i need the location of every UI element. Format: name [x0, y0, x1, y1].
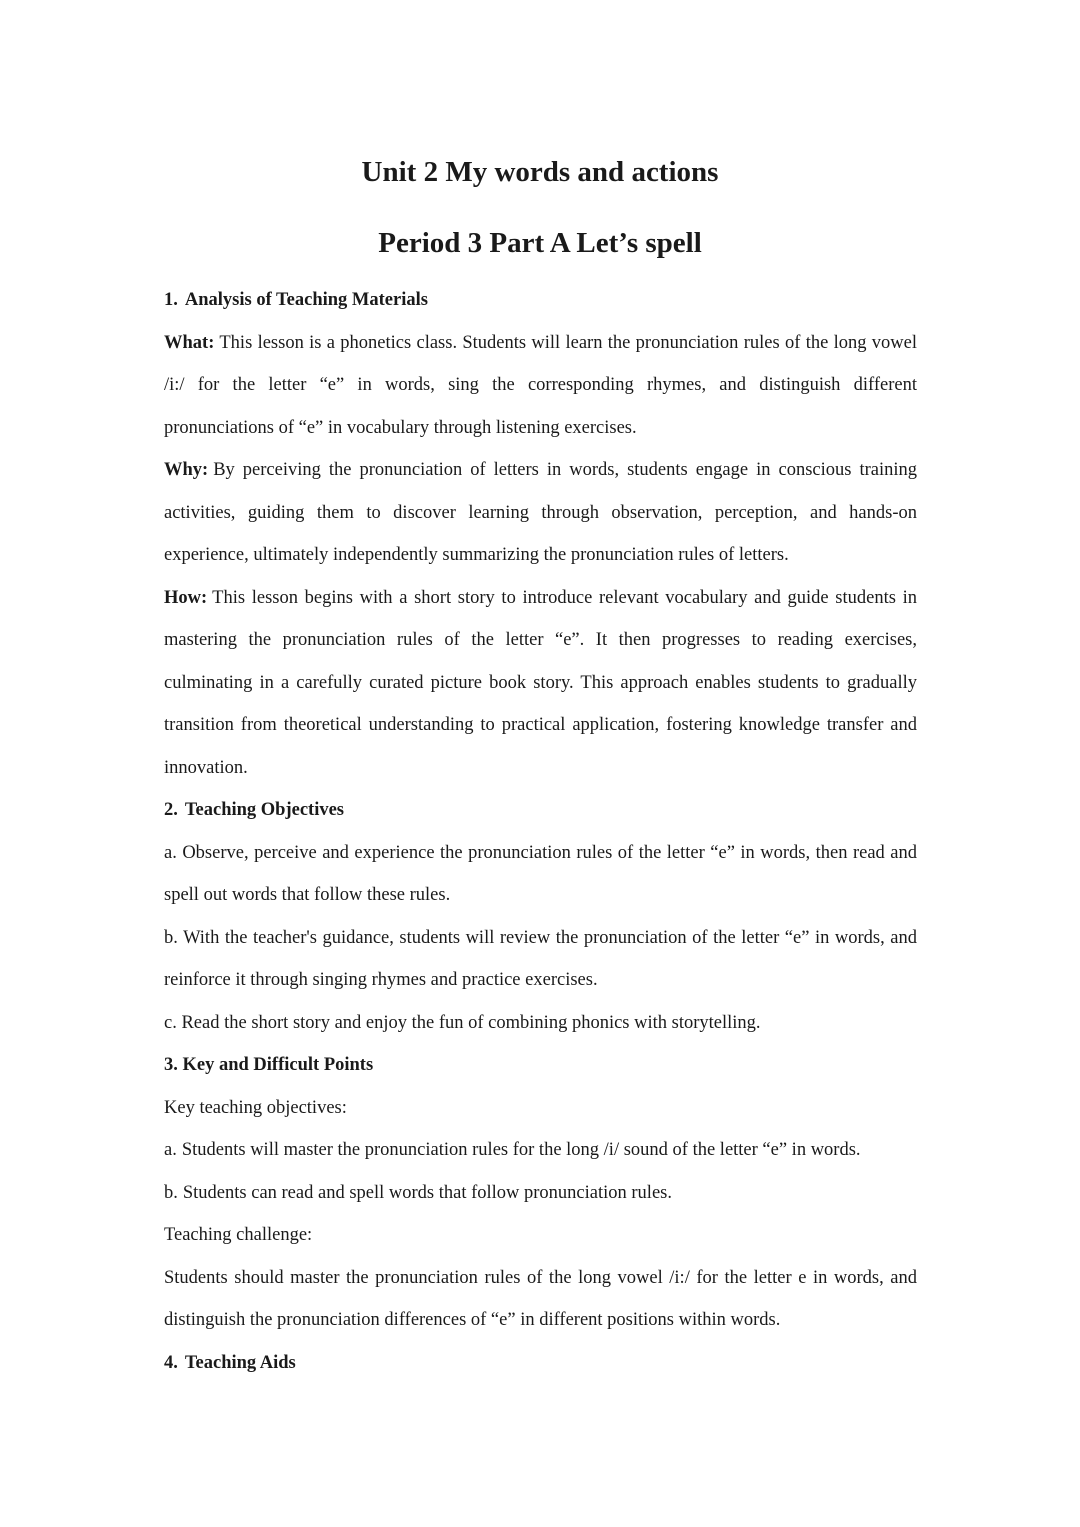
section-4-number: 4.	[164, 1352, 178, 1373]
section-2-number: 2.	[164, 800, 178, 820]
challenge-text: Students should master the pronunciation rules of the long vowel /i:/ for the letter e in words, and distinguish the pronunciation differences of “e” in different positions within words.	[164, 1267, 917, 1330]
key-item-a-marker: a.	[164, 1140, 177, 1160]
section-1-number: 1.	[164, 290, 178, 310]
section-3-heading: 3. Key and Difficult Points	[164, 1055, 374, 1075]
section-2-heading	[164, 789, 917, 832]
what-text: This lesson is a phonetics class. Students will learn the pronunciation rules of the long vowel /i:/ for the letter “e” in words, sing the corresponding rhymes, and distinguish different pronunciations of “e” in vocabulary through listening exercises.	[164, 332, 917, 438]
how-label: How:	[164, 587, 208, 608]
objective-item-c: c. Read the short story and enjoy the fun of combining phonics with storytelling.	[164, 1012, 761, 1033]
key-item-a	[164, 1129, 917, 1172]
unit-title: Unit 2 My words and actions	[361, 156, 719, 188]
section-2-title: Teaching Objectives	[184, 800, 345, 820]
why-paragraph	[164, 449, 917, 577]
document-body	[164, 279, 917, 1384]
section-1-heading	[164, 279, 917, 322]
why-text: By perceiving the pronunciation of letters in words, students engage in conscious training activities, guiding them to discover learning through observation, perception, and hands-on experience, ultimately independently summarizing the pronunciation rules of letters.	[164, 460, 917, 565]
section-4-title: Teaching Aids	[184, 1352, 296, 1373]
what-paragraph	[164, 322, 917, 450]
key-item-a-text: Students will master the pronunciation rules for the long /i/ sound of the letter “e” in words.	[181, 1140, 861, 1160]
key-item-b	[164, 1172, 917, 1215]
section-4-heading	[164, 1342, 917, 1385]
why-label: Why:	[164, 460, 209, 480]
challenge-label: Teaching challenge:	[164, 1225, 313, 1245]
section-1-title: Analysis of Teaching Materials	[184, 290, 428, 310]
how-paragraph	[164, 577, 917, 790]
what-label: What:	[164, 332, 215, 353]
period-title: Period 3 Part A Let’s spell	[378, 227, 702, 259]
key-item-b-text: Students can read and spell words that follow pronunciation rules.	[182, 1182, 672, 1203]
objective-item-a: a. Observe, perceive and experience the pronunciation rules of the letter “e” in words, then read and spell out words that follow these rules.	[164, 842, 917, 905]
how-text: This lesson begins with a short story to introduce relevant vocabulary and guide students in mastering the pronunciation rules of the letter “e”. It then progresses to reading exercises, culminating in a carefully curated picture book story. This approach enables students to gradually transition from theoretical understanding to practical application, fostering knowledge transfer and innovation.	[164, 587, 917, 778]
objective-item-b: b. With the teacher's guidance, students will review the pronunciation of the letter “e” in words, and reinforce it through singing rhymes and practice exercises.	[164, 927, 917, 990]
key-objectives-label: Key teaching objectives:	[164, 1097, 347, 1118]
key-item-b-marker: b.	[164, 1182, 178, 1203]
